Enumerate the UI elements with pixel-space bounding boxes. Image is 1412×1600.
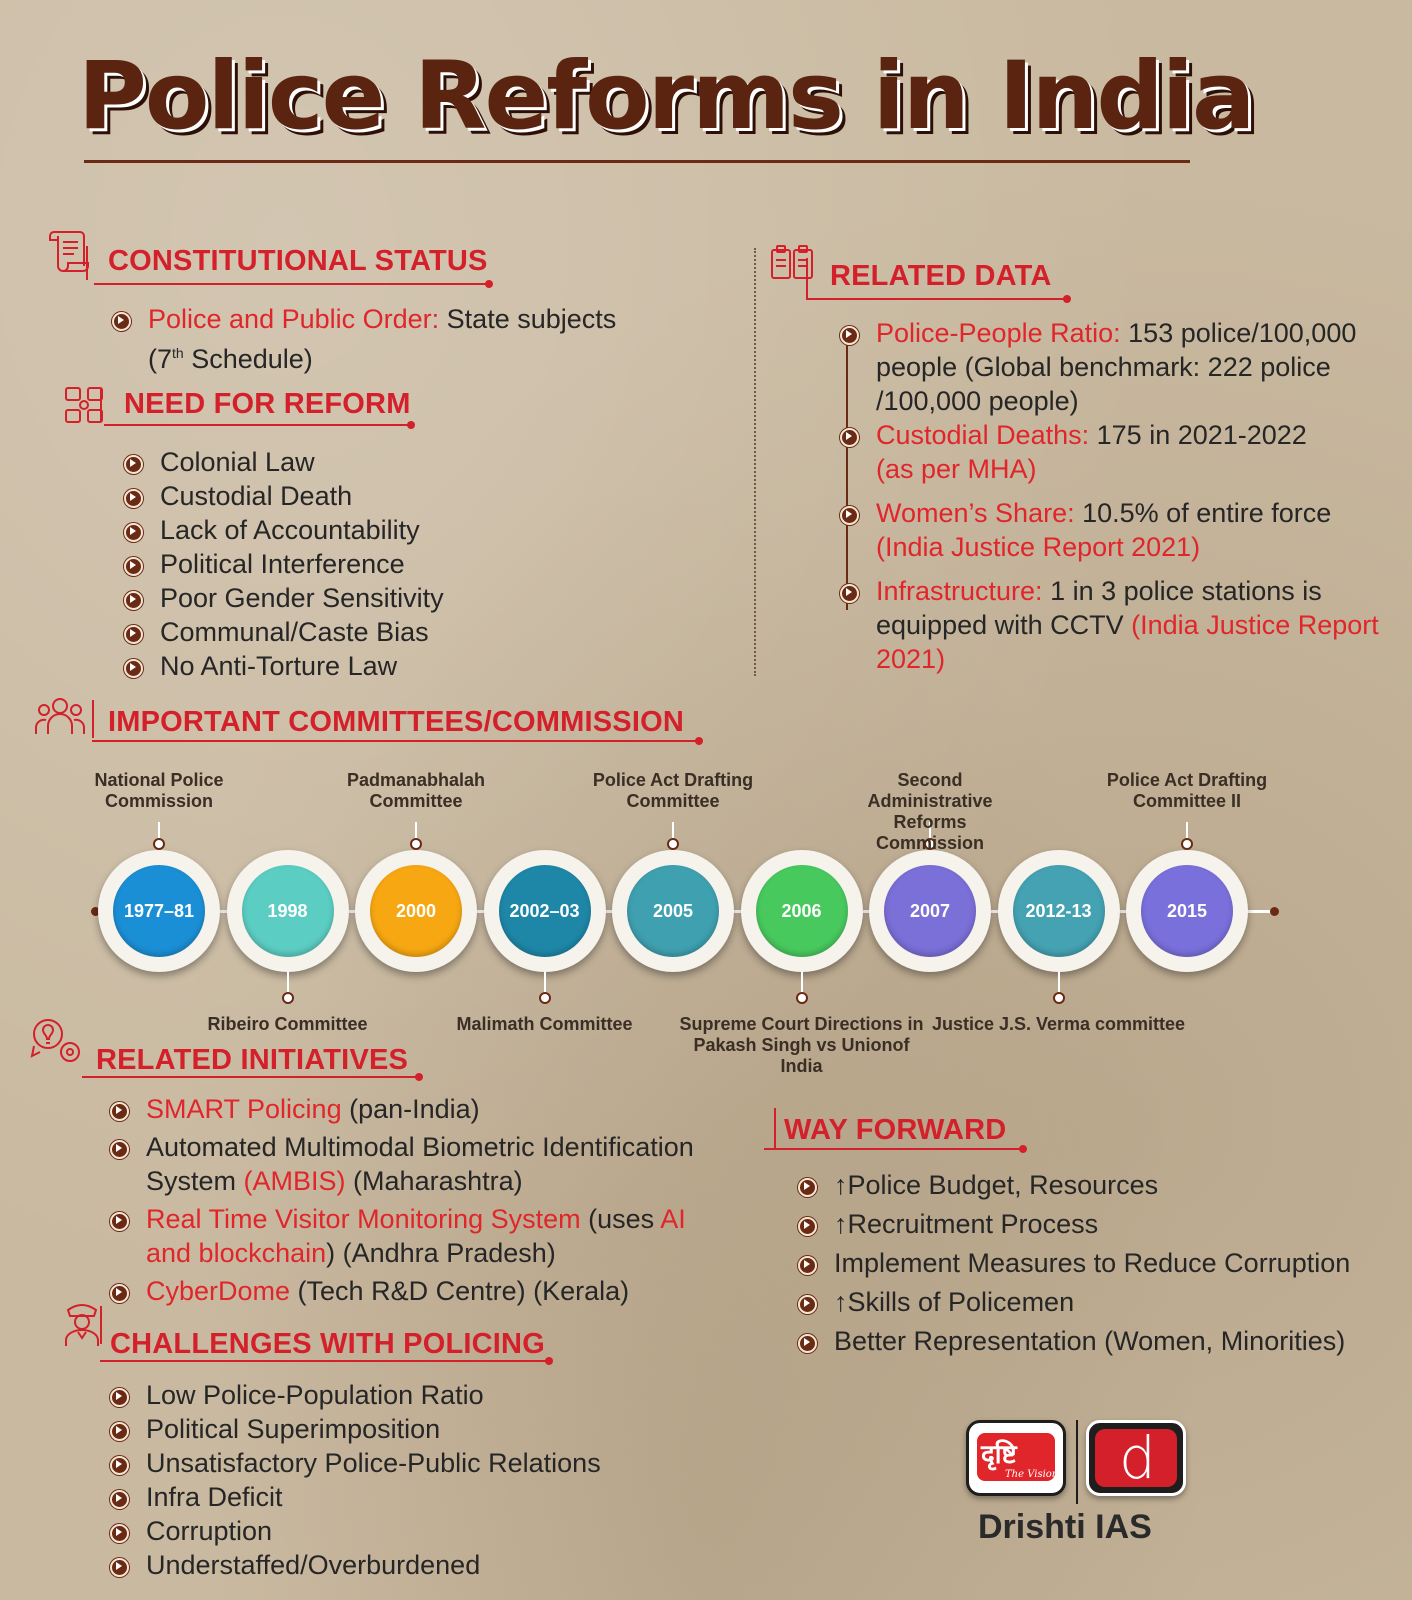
timeline-stem-dot [1181, 838, 1193, 850]
logo-tagline: The Vision [1005, 1469, 1059, 1480]
timeline-stem-dot [410, 838, 422, 850]
timeline-stem-dot [153, 838, 165, 850]
list-item: Corruption [110, 1514, 730, 1548]
people-group-icon [34, 694, 86, 738]
list-item [840, 418, 1400, 486]
timeline-year: 1977–81 [113, 865, 205, 957]
highlight-text: (AMBIS) [243, 1166, 346, 1196]
heading-underline [82, 1076, 418, 1078]
heading-vline [774, 1108, 776, 1148]
timeline-year: 2007 [884, 865, 976, 957]
timeline-node [869, 850, 991, 972]
list-item: Better Representation (Women, Minorities) [798, 1324, 1410, 1358]
logo-hindi-text: दृष्टि [981, 1440, 1017, 1470]
logo-d-box [1086, 1420, 1186, 1496]
timeline-label: Supreme Court Directions in Pakash Singh vs Unionof India [679, 1014, 924, 1076]
list-item: Lack of Accountability [124, 513, 644, 547]
heading-committees: IMPORTANT COMMITTEES/COMMISSION [108, 706, 684, 738]
timeline-node [98, 850, 220, 972]
item-text: Automated Multimodal Biometric Identification System [146, 1132, 694, 1196]
heading-underline [92, 740, 698, 742]
item-text: (Maharashtra) [345, 1166, 523, 1196]
item-text: (Tech R&D Centre) (Kerala) [290, 1276, 630, 1306]
heading-vline [86, 246, 88, 280]
heading-challenges: CHALLENGES WITH POLICING [110, 1328, 545, 1360]
list-item [840, 574, 1400, 676]
heading-vline [100, 388, 102, 422]
policeman-icon [60, 1298, 104, 1348]
heading-underline [104, 424, 410, 426]
timeline-year: 1998 [242, 865, 334, 957]
initiatives-list [110, 1092, 720, 1312]
page-title: Police Reforms in India [78, 42, 1254, 151]
logo-hindi-box [966, 1420, 1066, 1496]
item-text: ) (Andhra Pradesh) [326, 1238, 556, 1268]
title-rule [84, 160, 1190, 163]
timeline-stem-dot [796, 992, 808, 1004]
timeline-node [998, 850, 1120, 972]
item-text: State subjects [446, 304, 617, 334]
timeline-label: Police Act Drafting Committee II [1106, 770, 1268, 811]
timeline-stem-dot [667, 838, 679, 850]
heading-underline [94, 283, 488, 285]
timeline-node [1126, 850, 1248, 972]
logo-divider [1076, 1420, 1078, 1504]
logo-name: Drishti IAS [978, 1508, 1152, 1546]
logo-d-letter: d [1119, 1424, 1156, 1492]
list-item: Infra Deficit [110, 1480, 730, 1514]
timeline-label: Police Act Drafting Committee [592, 770, 754, 811]
item-text-3: Schedule) [183, 344, 313, 374]
list-item: Communal/Caste Bias [124, 615, 644, 649]
highlight-text: Real Time Visitor Monitoring System [146, 1204, 581, 1234]
item-text: 1 in 3 police stations is equipped with CCTV [876, 576, 1322, 640]
heading-underline [764, 1148, 1022, 1150]
item-text: (uses [580, 1204, 661, 1234]
timeline-year: 2002–03 [499, 865, 591, 957]
list-item: ↑Recruitment Process [798, 1207, 1410, 1241]
timeline-label: Justice J.S. Verma committee [931, 1014, 1186, 1034]
scroll-document-icon [44, 228, 92, 274]
list-item: Poor Gender Sensitivity [124, 581, 644, 615]
list-item: Implement Measures to Reduce Corruption [798, 1246, 1410, 1280]
list-item [840, 496, 1400, 564]
way-forward-list [798, 1168, 1410, 1363]
item-note: (India Justice Report 2021) [876, 610, 1379, 674]
highlight-text: AI and blockchain [146, 1204, 686, 1268]
item-text: 153 police/100,000 people (Global benchmark: 222 police /100,000 people) [876, 318, 1357, 416]
list-item: No Anti-Torture Law [124, 649, 644, 683]
timeline-year: 2000 [370, 865, 462, 957]
timeline-node [484, 850, 606, 972]
item-text: 175 in 2021-2022 [1096, 420, 1307, 450]
item-label: Police-People Ratio: [876, 318, 1121, 348]
highlight-text: SMART Policing [146, 1094, 342, 1124]
highlight-text: CyberDome [146, 1276, 291, 1306]
timeline-year: 2015 [1141, 865, 1233, 957]
list-item [110, 1202, 720, 1270]
item-sup: th [172, 345, 184, 361]
item-note: (as per MHA) [876, 454, 1037, 484]
list-item [110, 1274, 720, 1308]
timeline-end-dot [1270, 907, 1279, 916]
item-label: Custodial Deaths: [876, 420, 1090, 450]
heading-related-data: RELATED DATA [830, 260, 1052, 292]
item-label: Infrastructure: [876, 576, 1043, 606]
related-data-list [840, 316, 1400, 676]
item-text: (pan-India) [341, 1094, 480, 1124]
heading-vline [92, 700, 94, 738]
item-label: Police and Public Order: [148, 304, 440, 334]
list-item: ↑Skills of Policemen [798, 1285, 1410, 1319]
timeline-label: Second Administrative Reforms Commission [867, 770, 993, 853]
list-item [840, 316, 1400, 418]
item-text-2: (7 [148, 344, 173, 374]
timeline-year: 2012-13 [1013, 865, 1105, 957]
item-text: 10.5% of entire force [1082, 498, 1332, 528]
list-item [112, 302, 672, 376]
challenges-list [110, 1378, 730, 1582]
timeline-node [612, 850, 734, 972]
heading-related-initiatives: RELATED INITIATIVES [96, 1044, 409, 1076]
clipboard-data-icon [768, 240, 816, 288]
item-label: Women’s Share: [876, 498, 1075, 528]
need-for-reform-list [124, 445, 644, 683]
timeline-stem-dot [282, 992, 294, 1004]
column-divider [754, 248, 756, 676]
heading-way-forward: WAY FORWARD [784, 1114, 1007, 1146]
list-item [110, 1130, 720, 1198]
heading-underline [806, 298, 1066, 300]
list-item: Unsatisfactory Police-Public Relations [110, 1446, 730, 1480]
list-item: Custodial Death [124, 479, 644, 513]
heading-underline [100, 1360, 548, 1362]
list-item: Understaffed/Overburdened [110, 1548, 730, 1582]
bulb-gear-icon [28, 1016, 84, 1068]
heading-vline [806, 258, 808, 298]
list-item: Low Police-Population Ratio [110, 1378, 730, 1412]
list-item [110, 1092, 720, 1126]
heading-need-for-reform: NEED FOR REFORM [124, 388, 411, 420]
timeline-node [741, 850, 863, 972]
timeline-label: National Police Commission [94, 770, 224, 811]
list-item: ↑Police Budget, Resources [798, 1168, 1410, 1202]
timeline-year: 2005 [627, 865, 719, 957]
timeline-stem-dot [1053, 992, 1065, 1004]
timeline-label: Malimath Committee [456, 1014, 633, 1034]
timeline-stem-dot [539, 992, 551, 1004]
list-item: Colonial Law [124, 445, 644, 479]
list-item: Political Interference [124, 547, 644, 581]
timeline-label: Padmanabhalah Committee [346, 770, 486, 811]
item-note: (India Justice Report 2021) [876, 532, 1201, 562]
constitutional-list [112, 302, 672, 376]
timeline-node [227, 850, 349, 972]
timeline-node [355, 850, 477, 972]
timeline-label: Ribeiro Committee [207, 1014, 368, 1034]
timeline-year: 2006 [756, 865, 848, 957]
heading-vline [100, 1306, 102, 1344]
heading-constitutional-status: CONSTITUTIONAL STATUS [108, 245, 488, 277]
list-item: Political Superimposition [110, 1412, 730, 1446]
